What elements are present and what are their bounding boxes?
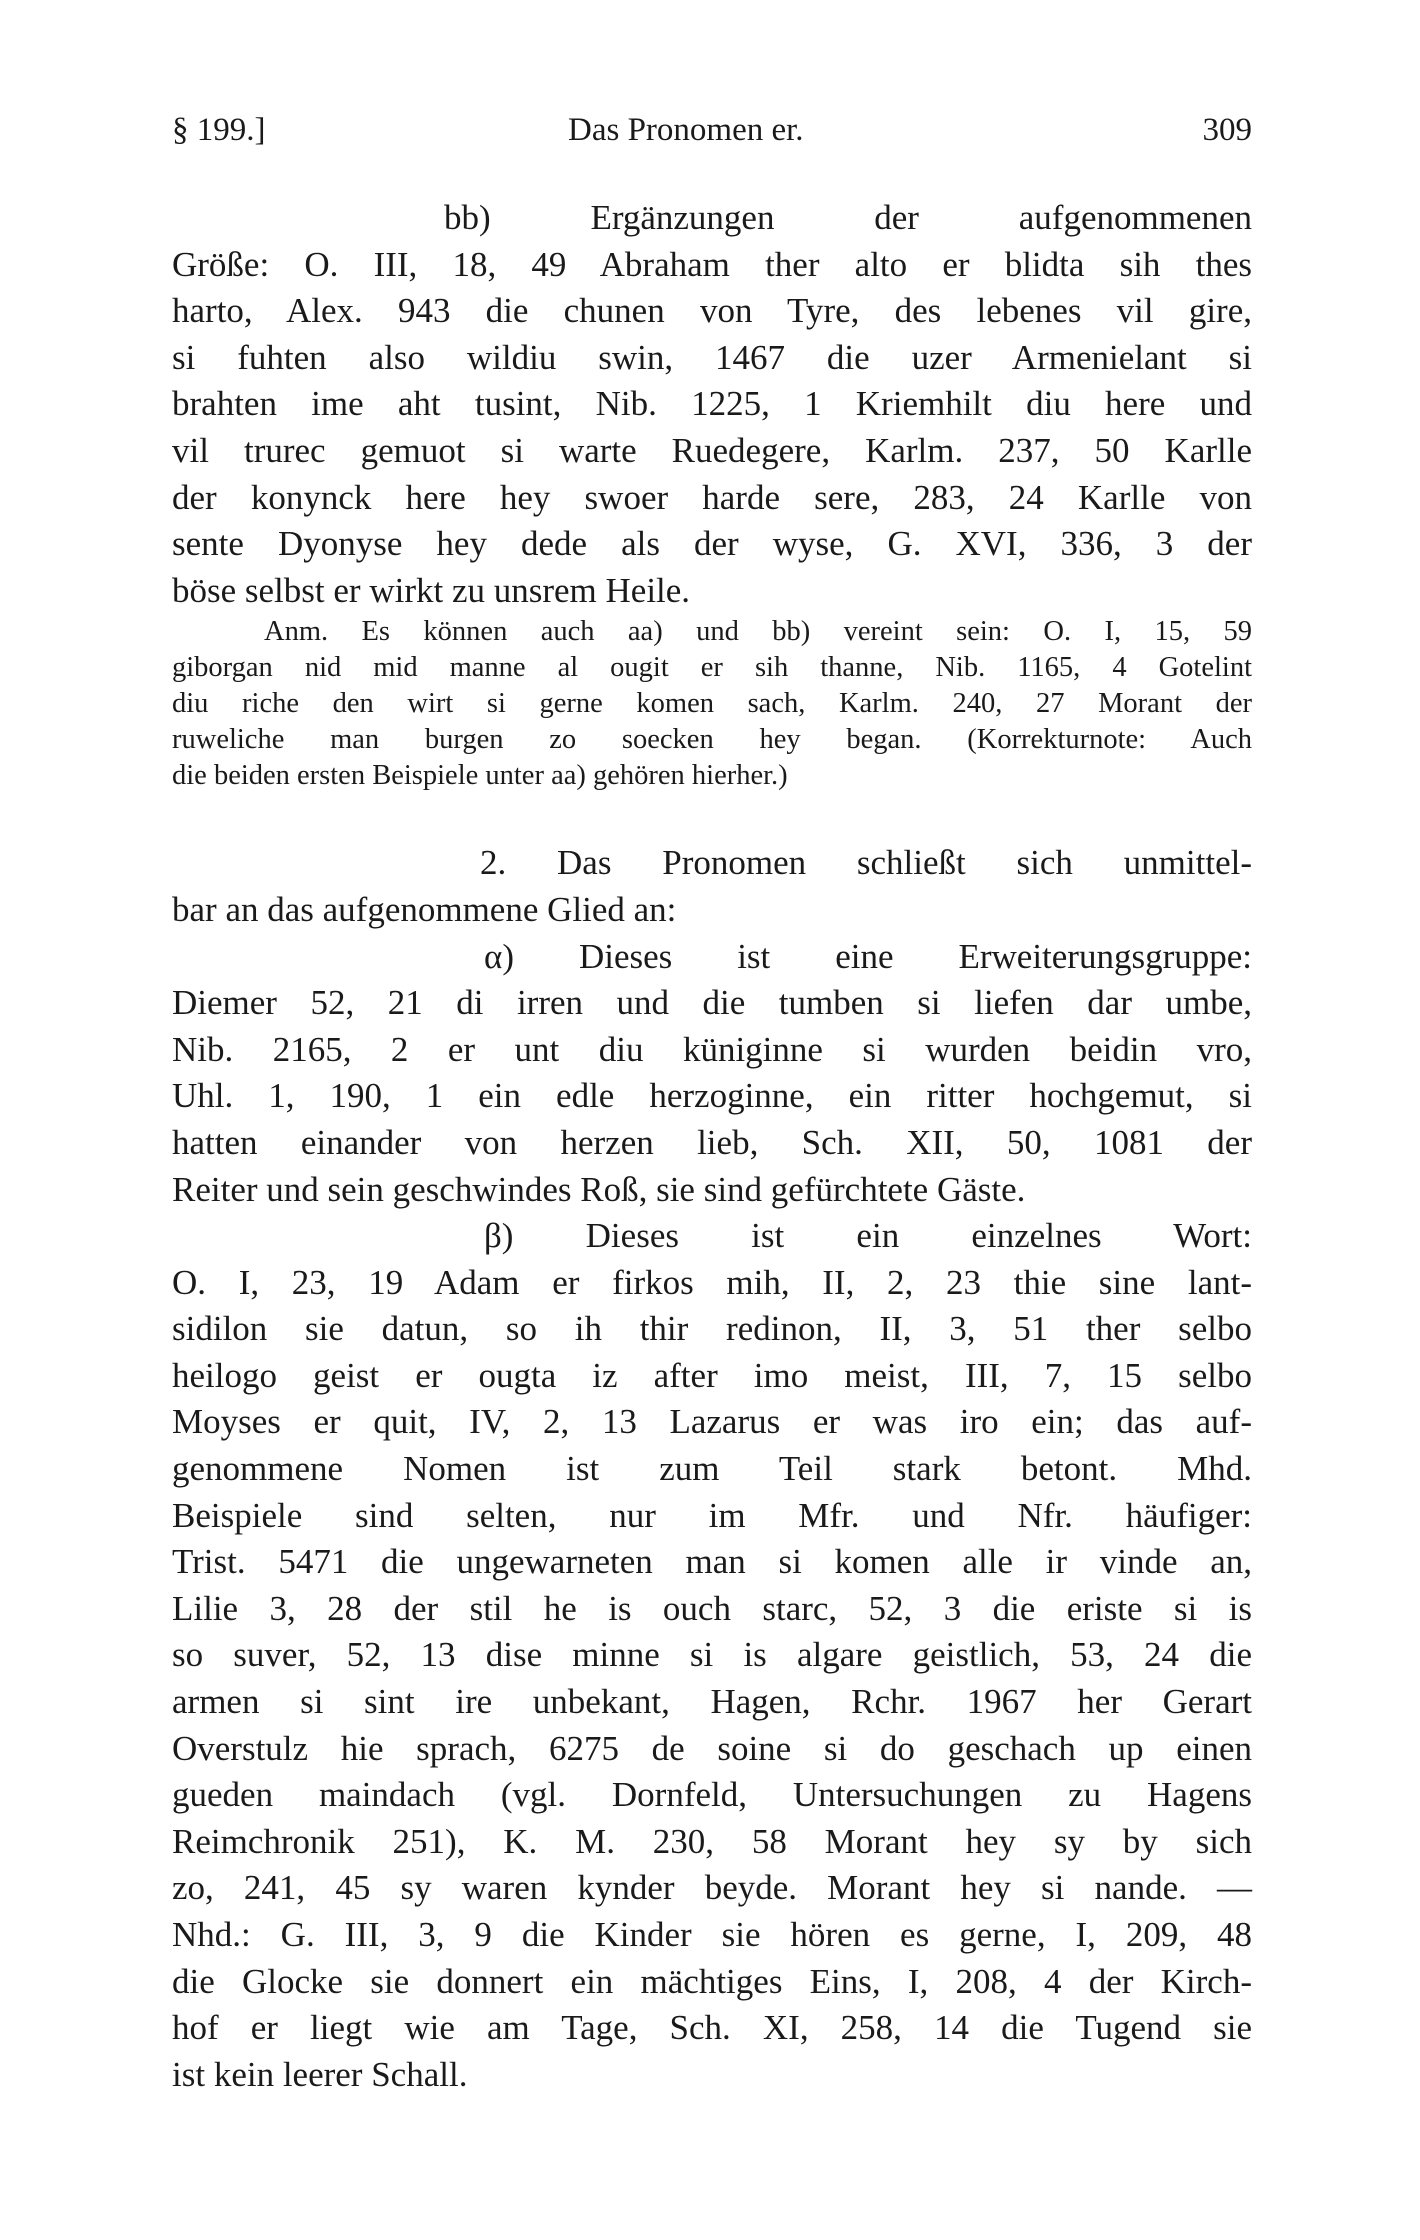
page-body <box>172 195 1252 2098</box>
text-line: zo, 241, 45 sy waren kynder beyde. Morant hey si nande. — <box>172 1868 1252 1908</box>
text-line: die Glocke sie donnert ein mächtiges Eins, I, 208, 4 der Kirch- <box>172 1961 1252 2001</box>
text-line: Reiter und sein geschwindes Roß, sie sind gefürchtete Gäste. <box>172 1169 1026 1209</box>
text-line: Reimchronik 251), K. M. 230, 58 Morant hey sy by sich <box>172 1821 1252 1861</box>
text-line: Trist. 5471 die ungewarneten man si komen alle ir vinde an, <box>172 1542 1252 1582</box>
running-head <box>172 112 1252 162</box>
text-line: Lilie 3, 28 der stil he is ouch starc, 52, 3 die eriste si is <box>172 1588 1252 1628</box>
text-line: O. I, 23, 19 Adam er firkos mih, II, 2, 23 thie sine lant- <box>172 1262 1252 1302</box>
text-line: β) Dieses ist ein einzelnes Wort: <box>484 1216 1252 1256</box>
text-line: hof er liegt wie am Tage, Sch. XI, 258, 14 die Tugend sie <box>172 2008 1252 2048</box>
text-line: Nhd.: G. III, 3, 9 die Kinder sie hören es gerne, I, 209, 48 <box>172 1915 1252 1954</box>
page-number: 309 <box>1202 112 1252 148</box>
annotation-note <box>172 614 1252 794</box>
note-line: Anm. Es können auch aa) und bb) vereint sein: O. I, 15, 59 <box>264 616 1252 648</box>
text-line: armen si sint ire unbekant, Hagen, Rchr. 1967 her Gerart <box>172 1682 1252 1722</box>
text-line: heilogo geist er ougta iz after imo meist, III, 7, 15 selbo <box>172 1355 1252 1395</box>
text-line: vil trurec gemuot si warte Ruedegere, Karlm. 237, 50 Karlle <box>172 430 1252 470</box>
note-line: giborgan nid mid manne al ougit er sih thanne, Nib. 1165, 4 Gotelint <box>172 652 1252 684</box>
text-line: Diemer 52, 21 di irren und die tumben si liefen dar umbe, <box>172 983 1252 1023</box>
text-line: böse selbst er wirkt zu unsrem Heile. <box>172 570 691 610</box>
text-line: Nib. 2165, 2 er unt diu küniginne si wurden beidin vro, <box>172 1029 1252 1069</box>
text-line: brahten ime aht tusint, Nib. 1225, 1 Kriemhilt diu here und <box>172 384 1252 424</box>
chapter-title: Das Pronomen er. <box>568 112 804 148</box>
paragraph-alpha <box>172 934 1252 1214</box>
text-line: sente Dyonyse hey dede als der wyse, G. XVI, 336, 3 der <box>172 524 1252 564</box>
text-line: gueden maindach (vgl. Dornfeld, Untersuchungen zu Hagens <box>172 1775 1252 1815</box>
note-line: die beiden ersten Beispiele unter aa) gehören hierher.) <box>172 760 788 792</box>
text-line: 2. Das Pronomen schließt sich unmittel- <box>480 843 1252 883</box>
text-line: so suver, 52, 13 dise minne si is algare geistlich, 53, 24 die <box>172 1635 1252 1675</box>
text-line: ist kein leerer Schall. <box>172 2054 468 2094</box>
text-line: der konynck here hey swoer harde sere, 283, 24 Karlle von <box>172 477 1252 517</box>
note-line: diu riche den wirt si gerne komen sach, Karlm. 240, 27 Morant der <box>172 688 1252 720</box>
text-line: harto, Alex. 943 die chunen von Tyre, des lebenes vil gire, <box>172 291 1252 331</box>
text-line: bb) Ergänzungen der aufgenommenen <box>444 198 1252 237</box>
text-line: si fuhten also wildiu swin, 1467 die uzer Armenielant si <box>172 337 1252 377</box>
paragraph-bb <box>172 195 1252 614</box>
text-line: Beispiele sind selten, nur im Mfr. und Nfr. häufiger: <box>172 1495 1252 1535</box>
section-2-heading <box>172 840 1252 933</box>
text-line: Uhl. 1, 190, 1 ein edle herzoginne, ein ritter hochgemut, si <box>172 1076 1252 1116</box>
section-marker: § 199.] <box>172 112 266 148</box>
text-line: Größe: O. III, 18, 49 Abraham ther alto er blidta sih thes <box>172 244 1252 284</box>
text-line: genommene Nomen ist zum Teil stark betont. Mhd. <box>172 1449 1252 1489</box>
text-line: α) Dieses ist eine Erweiterungsgruppe: <box>484 936 1252 976</box>
text-line: Moyses er quit, IV, 2, 13 Lazarus er was iro ein; das auf- <box>172 1402 1252 1442</box>
text-line: Overstulz hie sprach, 6275 de soine si do geschach up einen <box>172 1728 1252 1768</box>
text-line: sidilon sie datun, so ih thir redinon, II, 3, 51 ther selbo <box>172 1309 1252 1349</box>
text-line: bar an das aufgenommene Glied an: <box>172 889 677 929</box>
note-line: ruweliche man burgen zo soecken hey began. (Korrekturnote: Auch <box>172 724 1252 756</box>
paragraph-beta <box>172 1213 1252 2098</box>
text-line: hatten einander von herzen lieb, Sch. XII, 50, 1081 der <box>172 1122 1252 1162</box>
